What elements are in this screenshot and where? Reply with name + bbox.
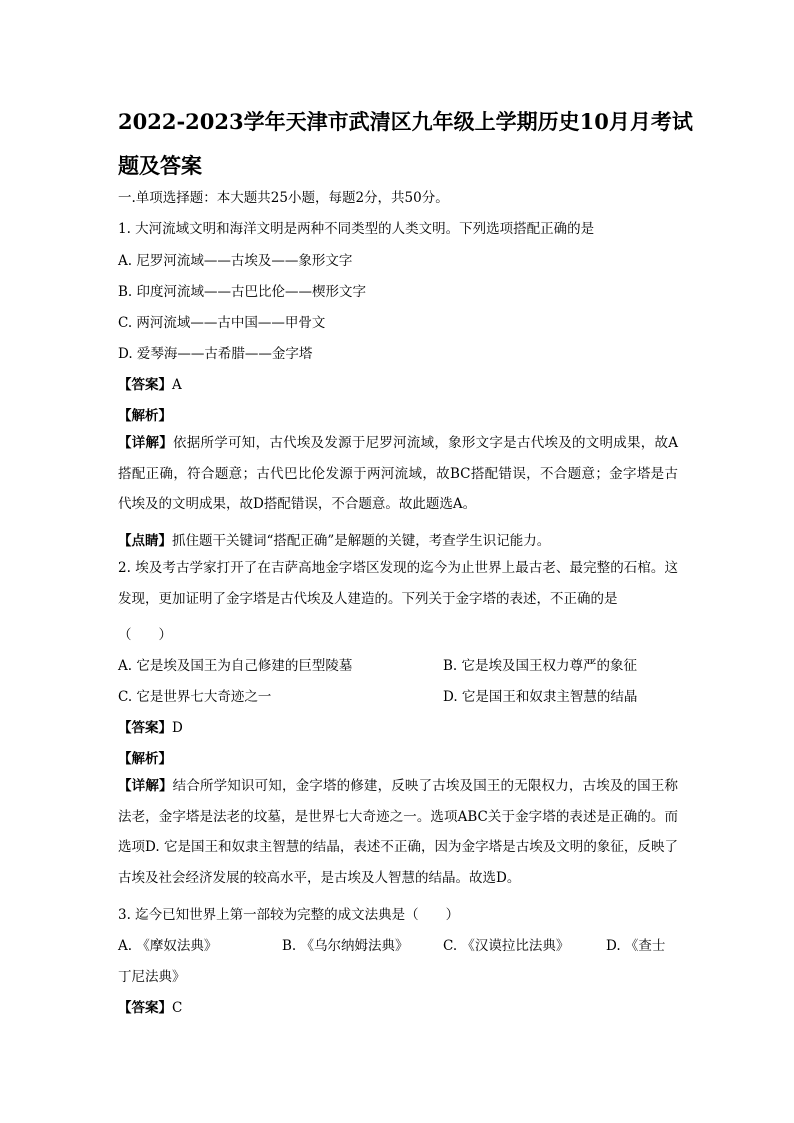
document-title: 2022-2023学年天津市武清区九年级上学期历史10月月考试题及答案 (118, 109, 693, 178)
question-2-option-b: B. 它是埃及国王权力尊严的象征 (443, 658, 638, 674)
question-1-option-c: C. 两河流域——古中国——甲骨文 (118, 315, 326, 331)
question-2-option-a: A. 它是埃及国王为自己修建的巨型陵墓 (118, 658, 353, 674)
tip-label: 【点睛】 (118, 533, 172, 549)
question-1-option-a: A. 尼罗河流域——古埃及——象形文字 (118, 253, 353, 269)
question-2-analysis-label: 【解析】 (118, 751, 172, 767)
question-3-option-d: D. 《查士 (606, 938, 666, 954)
section-heading: 一.单项选择题：本大题共25小题，每题2分，共50分。 (118, 190, 449, 206)
question-1-option-d: D. 爱琴海——古希腊——金字塔 (118, 346, 313, 362)
detail-label: 【详解】 (118, 435, 174, 451)
detail-text: 依据所学可知，古代埃及发源于尼罗河流域，象形文字是古代埃及的文明成果，故A搭配正确，符合题意；古代巴比伦发源于两河流域，故BC搭配错误，不合题意；金字塔是古代埃及的文明成果，故D搭配错误，不合题意。故此题选A。 (118, 435, 679, 513)
detail-label: 【详解】 (118, 778, 173, 794)
answer-label: 【答案】 (118, 1000, 172, 1016)
question-2-stem: 2. 埃及考古学家打开了在吉萨高地金字塔区发现的迄今为止世界上最古老、最完整的石棺。这发现，更加证明了金字塔是古代埃及人建造的。下列关于金字塔的表述，不正确的是 (118, 560, 678, 607)
question-3-option-b: B. 《乌尔纳姆法典》 (282, 938, 409, 954)
tip-text: 抓住题干关键词“搭配正确”是解题的关键，考查学生识记能力。 (172, 533, 551, 549)
question-3-answer (118, 996, 182, 1016)
question-1-answer (118, 373, 182, 393)
question-1-tip (118, 529, 550, 549)
question-3-option-c: C. 《汉谟拉比法典》 (443, 938, 570, 954)
question-2-answer (118, 716, 183, 736)
question-2-paren: （ ） (118, 627, 172, 643)
answer-value: C (172, 1000, 183, 1016)
answer-label: 【答案】 (118, 377, 172, 393)
answer-value: A (172, 377, 182, 393)
question-1-detail (118, 428, 678, 520)
answer-value: D (172, 720, 183, 736)
question-2-option-c: C. 它是世界七大奇迹之一 (118, 689, 272, 705)
answer-label: 【答案】 (118, 720, 172, 736)
question-3-option-a: A. 《摩奴法典》 (118, 938, 218, 954)
question-3-stem: 3. 迄今已知世界上第一部较为完整的成文法典是（ ） (118, 907, 460, 923)
question-1-stem: 1. 大河流域文明和海洋文明是两种不同类型的人类文明。下列选项搭配正确的是 (118, 221, 595, 237)
detail-text: 结合所学知识可知，金字塔的修建，反映了古埃及国王的无限权力，古埃及的国王称法老，金字塔是法老的坟墓，是世界七大奇迹之一。选项ABC关于金字塔的表述是正确的。而选项D. 它是国王和奴隶主智慧的结晶，表述不正确，因为金字塔是古埃及文明的象征，反映了古埃及社会经济发展的较高水平，是古埃及人智慧的结晶。故选D。 (118, 778, 679, 887)
question-2-detail (118, 771, 678, 894)
question-3-option-d-cont: 丁尼法典》 (118, 969, 186, 985)
question-1-analysis-label: 【解析】 (118, 408, 172, 424)
question-1-option-b: B. 印度河流域——古巴比伦——楔形文字 (118, 284, 367, 300)
question-2-option-d: D. 它是国王和奴隶主智慧的结晶 (443, 689, 638, 705)
